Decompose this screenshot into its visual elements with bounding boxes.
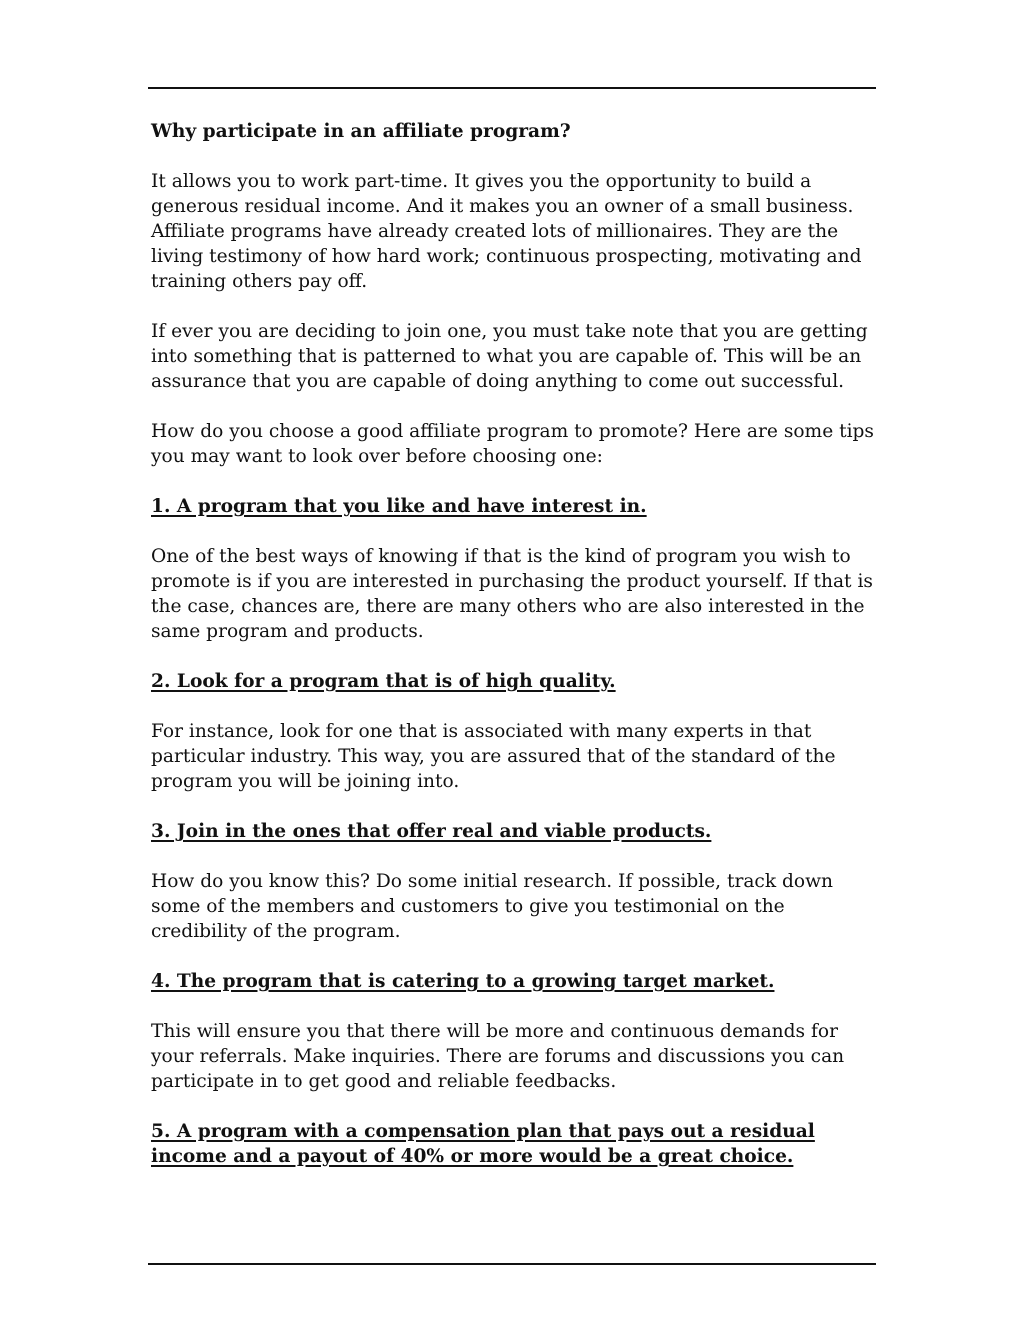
tip-heading-1: 1. A program that you like and have interest in. [151,496,647,517]
tip-body-3: How do you know this? Do some initial research. If possible, track down some of the members and customers to give you testimonial on the credibility of the program. [151,871,834,942]
tip-body-2: For instance, look for one that is associated with many experts in that particular industry. This way, you are assured that of the standard of the program you will be joining into. [151,721,836,792]
intro-paragraph: If ever you are deciding to join one, you must take note that you are getting into something that is patterned to what you are capable of. This will be an assurance that you are capable of doing anything to come out successful. [151,321,868,392]
bottom-rule [148,1263,876,1265]
tip-heading-3: 3. Join in the ones that offer real and viable products. [151,821,712,842]
top-rule [148,87,876,89]
document-body [151,119,876,1194]
tip-heading-2: 2. Look for a program that is of high quality. [151,671,616,692]
intro-paragraph: How do you choose a good affiliate program to promote? Here are some tips you may want to look over before choosing one: [151,421,874,467]
tip-body-4: This will ensure you that there will be more and continuous demands for your referrals. Make inquiries. There are forums and discussions you can participate in to get good and reliable feedbacks. [151,1021,845,1092]
document-title: Why participate in an affiliate program? [151,121,571,142]
tip-heading-4: 4. The program that is catering to a growing target market. [151,971,775,992]
tip-body-1: One of the best ways of knowing if that is the kind of program you wish to promote is if you are interested in purchasing the product yourself. If that is the case, chances are, there are many others who are also interested in the same program and products. [151,546,873,642]
intro-paragraph: It allows you to work part-time. It gives you the opportunity to build a generous residual income. And it makes you an owner of a small business. Affiliate programs have already created lots of millionaires. They are the living testimony of how hard work; continuous prospecting, motivating and training others pay off. [151,171,862,292]
tip-heading-5: 5. A program with a compensation plan that pays out a residual income and a payout of 40% or more would be a great choice. [151,1121,815,1167]
